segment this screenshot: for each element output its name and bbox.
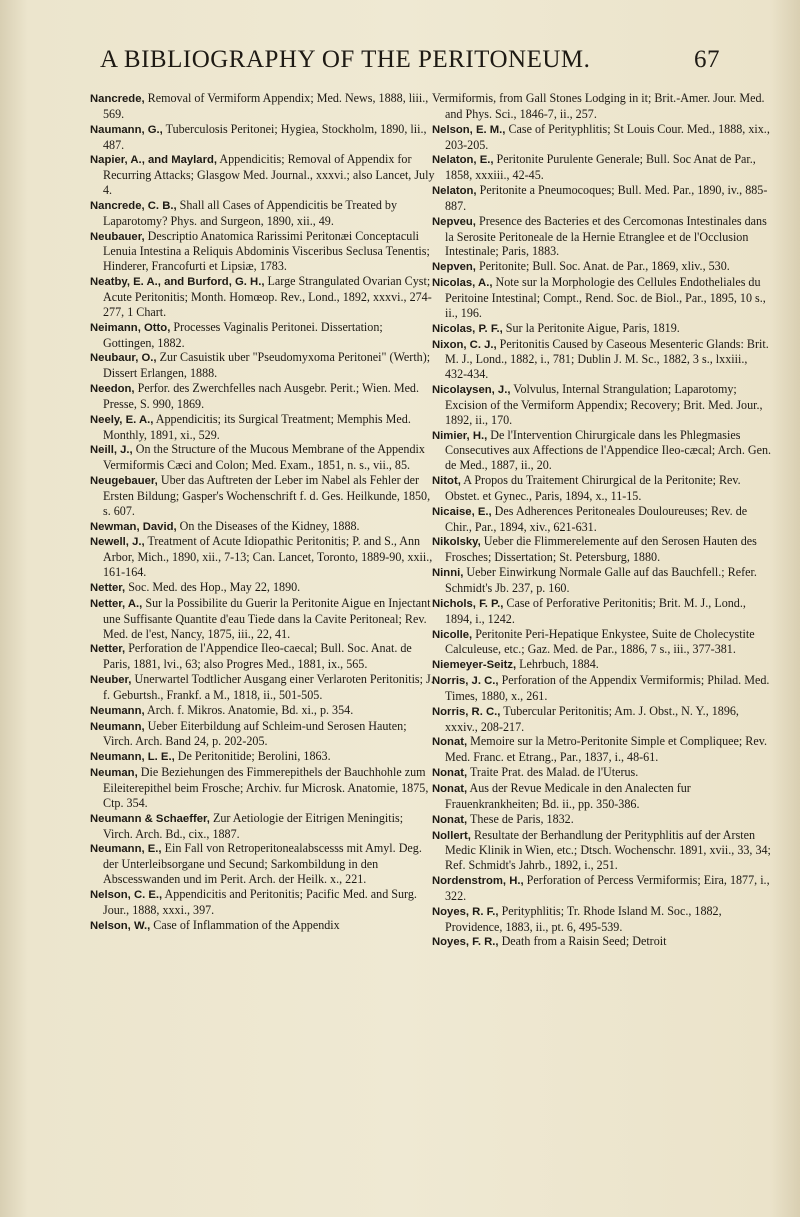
entry-author: Napier, A., and Maylard, — [90, 154, 218, 167]
entry-author: Neatby, E. A., and Burford, G. H., — [90, 276, 265, 289]
entry-author: Nicolas, A., — [432, 277, 493, 290]
bibliography-entry — [90, 320, 435, 351]
entry-author: Neumann, — [90, 720, 145, 733]
entry-author: Neuber, — [90, 674, 132, 687]
entry-author: Newell, J., — [90, 536, 145, 549]
bibliography-entry — [90, 918, 435, 934]
entry-citation: Memoire sur la Metro-Peritonite Simple et Compliquee; Rev. Med. Franc. et Etrang., Par., 1837, i., 48-61. — [445, 734, 767, 765]
entry-citation: Perforation of Percess Vermiformis; Eira, 1877, i., 322. — [445, 873, 770, 903]
bibliography-entry — [432, 765, 772, 781]
bibliography-entry — [90, 811, 435, 842]
entry-citation: Traite Prat. des Malad. de l'Uterus. — [467, 765, 639, 780]
entry-citation: Des Adherences Peritoneales Douloureuses; Rev. de Chir., Par., 1894, xiv., 621-631. — [445, 503, 748, 534]
entry-citation: De Peritonitide; Berolini, 1863. — [174, 749, 331, 764]
entry-citation: Sur la Peritonite Aigue, Paris, 1819. — [502, 320, 680, 335]
entry-author: Neumann, — [90, 704, 145, 717]
entry-author: Nicolaysen, J., — [432, 384, 511, 397]
entry-author: Neumann, L. E., — [90, 751, 175, 764]
entry-citation: Perityphlitis; Tr. Rhode Island M. Soc., 1882, Providence, 1883, ii., pt. 6, 495-539. — [445, 903, 722, 934]
bibliography-entry — [90, 274, 435, 320]
entry-citation: Case of Perityphlitis; St Louis Cour. Med., 1888, xix., 203-205. — [445, 121, 770, 152]
entry-citation: Peritonite a Pneumocoques; Bull. Med. Par., 1890, iv., 885-887. — [445, 183, 768, 213]
entry-author: Nonat, — [432, 767, 468, 780]
entry-citation: Removal of Vermiform Appendix; Med. News, 1888, liii., 569. — [103, 91, 429, 121]
entry-citation: Die Beziehungen des Fimmerepithels der Bauchhohle zum Eileiterepithel beim Frosche; Archiv. fur Microsk. Anatomie, 1875, Ctp. 354. — [103, 765, 429, 810]
entry-citation: Soc. Med. des Hop., May 22, 1890. — [125, 580, 301, 594]
entry-author: Neumann, E., — [90, 843, 162, 856]
bibliography-entry — [90, 887, 435, 918]
page-title: A BIBLIOGRAPHY OF THE PERITONEUM. — [100, 46, 591, 73]
entry-citation: Descriptio Anatomica Rarissimi Peritonæi Conceptaculi Lenuia Intestina a Reliquis Abdominis Visceribus Seclusa Tenentis; Hinderer, Francofurti et Lipsiæ, 1783. — [103, 228, 430, 274]
entry-citation: Zur Casuistik uber "Pseudomyxoma Peritonei" (Werth); Dissert Erlangen, 1888. — [103, 350, 431, 381]
bibliography-entry — [432, 91, 772, 122]
bibliography-entry — [432, 259, 772, 275]
entry-citation: Zur Aetiologie der Eitrigen Meningitis; Virch. Arch. Bd., cix., 1887. — [103, 810, 404, 841]
entry-citation: Treatment of Acute Idiopathic Peritonitis; P. and S., Ann Arbor, Mich., 1890, xii., 7-13; Can. Lancet, Toronto, 1889-90, xxii., 161-164. — [103, 534, 433, 580]
entry-author: Nepveu, — [432, 215, 476, 228]
entry-author: Neugebauer, — [90, 475, 158, 488]
entry-citation: Shall all Cases of Appendicitis be Treated by Laparotomy? Phys. and Surgeon, 1890, xii., 49. — [103, 197, 397, 228]
entry-citation: Peritonitis Caused by Caseous Mesenteric Glands: Brit. M. J., Lond., 1882, i., 781; Dublin J. M. Sc., 1882, 3 s., lxxiii., 432-434. — [445, 336, 769, 382]
entry-citation: Lehrbuch, 1884. — [516, 657, 599, 672]
bibliography-entry — [90, 719, 435, 750]
bibliography-entry — [432, 657, 772, 673]
entry-author: Nepven, — [432, 261, 476, 274]
entry-author: Netter, A., — [90, 597, 143, 610]
bibliography-entry — [90, 672, 435, 703]
entry-author: Norris, J. C., — [432, 675, 499, 688]
entry-citation: De l'Intervention Chirurgicale dans les Phlegmasies Consecutives aux Affections de l'Appendice Ileo-cæcal; Arch. Gen. de Med., 1887, ii., 20. — [445, 427, 772, 473]
entry-citation: Peritonite; Bull. Soc. Anat. de Par., 1869, xliv., 530. — [475, 259, 730, 274]
bibliography-entry — [90, 442, 435, 473]
entry-citation: Peritonite Peri-Hepatique Enkystee, Suite de Cholecystite Calculeuse, etc.; Gaz. Med. de Par., 1886, 7 s., iii., 377-381. — [445, 626, 755, 657]
entry-author: Netter, — [90, 643, 126, 656]
bibliography-entry — [90, 152, 435, 198]
entry-author: Nonat, — [432, 736, 468, 749]
entry-citation: Perforation de l'Appendice Ileo-caecal; Bull. Soc. Anat. de Paris, 1881, lvi., 63; also Progres Med., 1881, ix., 565. — [103, 641, 412, 672]
bibliography-entry — [432, 627, 772, 658]
bibliography-entry — [90, 534, 435, 580]
entry-author: Norris, R. C., — [432, 705, 501, 718]
bibliography-entry — [432, 904, 772, 935]
entry-author: Nelaton, — [432, 185, 477, 198]
bibliography-entry — [432, 673, 772, 704]
entry-author: Nonat, — [432, 782, 468, 795]
left-column — [90, 91, 435, 933]
bibliography-entry — [90, 765, 435, 811]
entry-author: Nikolsky, — [432, 536, 481, 549]
entry-citation: Case of Inflammation of the Appendix — [150, 917, 340, 932]
bibliography-entry — [90, 641, 435, 672]
entry-author: Neuman, — [90, 767, 138, 780]
bibliography-entry — [432, 473, 772, 504]
bibliography-entry — [90, 580, 435, 596]
entry-citation: Appendicitis; Removal of Appendix for Recurring Attacks; Glasgow Med. Journal., xxxvi.; also Lancet, July 4. — [103, 152, 435, 198]
entry-citation: Appendicitis and Peritonitis; Pacific Med. and Surg. Jour., 1888, xxxi., 397. — [103, 886, 417, 917]
bibliography-entry — [90, 749, 435, 765]
entry-author: Nancrede, C. B., — [90, 199, 177, 212]
bibliography-entry — [90, 381, 435, 412]
entry-author: Newman, David, — [90, 520, 177, 533]
entry-author: Noyes, R. F., — [432, 905, 499, 918]
entry-citation: Arch. f. Mikros. Anatomie, Bd. xi., p. 354. — [144, 702, 354, 717]
bibliography-entry — [90, 122, 435, 153]
entry-citation: Perforation of the Appendix Vermiformis; Philad. Med. Times, 1880, x., 261. — [445, 673, 770, 703]
entry-author: Neubaur, O., — [90, 352, 157, 365]
entry-author: Nollert, — [432, 829, 471, 842]
bibliography-entry — [432, 934, 772, 950]
bibliography-entry — [90, 229, 435, 275]
entry-author: Nichols, F. P., — [432, 597, 504, 610]
entry-citation: Aus der Revue Medicale in den Analecten fur Frauenkrankheiten; Bd. ii., pp. 350-386. — [445, 780, 691, 811]
bibliography-entry — [432, 428, 772, 474]
entry-citation: Large Strangulated Ovarian Cyst; Acute Peritonitis; Month. Homœop. Rev., Lond., 1892, xxxvi., 274-277, 1 Chart. — [103, 274, 432, 319]
bibliography-entry — [90, 703, 435, 719]
bibliography-entry — [432, 382, 772, 428]
entry-citation: Unerwartel Todtlicher Ausgang einer Verlaroten Peritonitis; J. f. Geburtsh., Frankf. a M., 1818, ii., 501-505. — [103, 672, 434, 702]
entry-citation: Sur la Possibilite du Guerir la Peritonite Aigue en Injectant une Suffisante Quantite d'eau Tiede dans la Cavite Peritoneal; Rev. Med. de l'est, Nancy, 1875, iii., 22, 41. — [103, 595, 431, 641]
bibliography-entry — [90, 198, 435, 229]
entry-author: Noyes, F. R., — [432, 936, 499, 949]
entry-author: Nelaton, E., — [432, 154, 494, 167]
entry-author: Neumann & Schaeffer, — [90, 812, 210, 825]
bibliography-entry — [432, 781, 772, 812]
entry-citation: A Propos du Traitement Chirurgical de la Peritonite; Rev. Obstet. et Gynec., Paris, 1894, x., 11-15. — [445, 473, 741, 503]
entry-author: Nelson, E. M., — [432, 123, 506, 136]
entry-author: Nonat, — [432, 813, 468, 826]
entry-author: Nelson, W., — [90, 919, 151, 932]
entry-citation: Ueber die Flimmerelemente auf den Serosen Hauten des Frosches; Dissertation; St. Petersburg, 1880. — [445, 534, 757, 565]
entry-citation: Appendicitis; its Surgical Treatment; Memphis Med. Monthly, 1891, xi., 529. — [103, 411, 411, 442]
entry-citation: On the Diseases of the Kidney, 1888. — [176, 518, 360, 533]
bibliography-entry — [432, 275, 772, 321]
entry-author: Nelson, C. E., — [90, 888, 163, 901]
entry-author: Nicolle, — [432, 628, 473, 641]
bibliography-entry — [432, 873, 772, 904]
entry-author: Nitot, — [432, 475, 461, 488]
bibliography-entry — [432, 214, 772, 260]
entry-author: Neubauer, — [90, 230, 145, 243]
entry-citation: Processes Vaginalis Peritonei. Dissertation; Gottingen, 1882. — [103, 319, 383, 350]
bibliography-entry — [90, 350, 435, 381]
entry-citation: Case of Perforative Peritonitis; Brit. M. J., Lond., 1894, i., 1242. — [445, 595, 746, 626]
entry-author: Naumann, G., — [90, 123, 163, 136]
bibliography-entry — [432, 734, 772, 765]
bibliography-entry — [90, 519, 435, 535]
running-header — [100, 46, 720, 74]
entry-citation: Ueber Einwirkung Normale Galle auf das Bauchfell.; Refer. Schmidt's Jb. 237, p. 160. — [445, 565, 757, 595]
right-column — [432, 91, 772, 950]
bibliography-entry — [432, 565, 772, 596]
entry-citation: These de Paris, 1832. — [467, 811, 574, 826]
bibliography-entry — [432, 828, 772, 874]
bibliography-entry — [432, 152, 772, 183]
entry-author: Nicaise, E., — [432, 505, 492, 518]
entry-author: Niemeyer-Seitz, — [432, 659, 517, 672]
bibliography-entry — [90, 473, 435, 519]
bibliography-entry — [432, 704, 772, 735]
page-number: 67 — [694, 46, 720, 73]
entry-citation: Presence des Bacteries et des Cercomonas Intestinales dans la Serosite Peritoneale de la Hernie Etranglee et de l'Occlusion Intestinale; Paris, 1883. — [445, 213, 767, 259]
bibliography-entry — [432, 337, 772, 383]
entry-citation: Peritonite Purulente Generale; Bull. Soc Anat de Par., 1858, xxxiii., 42-45. — [445, 152, 756, 183]
entry-author: Neimann, Otto, — [90, 321, 171, 334]
bibliography-entry — [432, 122, 772, 153]
entry-citation: Note sur la Morphologie des Cellules Endotheliales du Peritoine Intestinal; Compt., Rend. Soc. de Biol., Par., 1895, 10 s., ii., 196. — [445, 275, 766, 320]
entry-author: Netter, — [90, 582, 126, 594]
bibliography-entry — [90, 91, 435, 122]
bibliography-entry — [432, 504, 772, 535]
bibliography-entry — [90, 841, 435, 887]
bibliography-entry — [90, 412, 435, 443]
bibliography-entry — [90, 596, 435, 642]
entry-author: Neill, J., — [90, 444, 133, 457]
entry-citation: Ein Fall von Retroperitonealabscesss mit Amyl. Deg. der Unterleibsorgane und Secund; Sarkombildung in den Abscesswanden und im Perit. Arch. der Heilk. x., 221. — [103, 841, 422, 887]
entry-citation: On the Structure of the Mucous Membrane of the Appendix Vermiformis Cæci and Colon; Med. Exam., 1851, n. s., vii., 85. — [103, 442, 425, 473]
entry-citation: Tubercular Peritonitis; Am. J. Obst., N. Y., 1896, xxxiv., 208-217. — [445, 703, 739, 734]
entry-citation: Tuberculosis Peritonei; Hygiea, Stockholm, 1890, lii., 487. — [103, 121, 427, 152]
bibliography-entry — [432, 534, 772, 565]
entry-author: Neely, E. A., — [90, 413, 154, 426]
entry-author: Nordenstrom, H., — [432, 875, 524, 888]
bibliography-entry — [432, 812, 772, 828]
entry-author: Nicolas, P. F., — [432, 322, 503, 335]
entry-author: Nancrede, — [90, 93, 145, 105]
entry-author: Ninni, — [432, 567, 464, 580]
entry-author: Needon, — [90, 383, 135, 396]
entry-author: Nimier, H., — [432, 429, 488, 442]
entry-citation: Vermiformis, from Gall Stones Lodging in it; Brit.-Amer. Jour. Med. and Phys. Sci., 1846-7, ii., 257. — [432, 91, 765, 121]
entry-citation: Perfor. des Zwerchfelles nach Ausgebr. Perit.; Wien. Med. Presse, S. 990, 1869. — [103, 381, 420, 411]
bibliography-entry — [432, 596, 772, 627]
entry-author: Nixon, C. J., — [432, 338, 497, 351]
entry-citation: Volvulus, Internal Strangulation; Laparotomy; Excision of the Vermiform Appendix; Recovery; Brit. Med. Jour., 1892, ii., 170. — [445, 382, 763, 427]
entry-citation: Uber das Auftreten der Leber im Nabel als Fehler der Ersten Bildung; Gasper's Wochenschrift f. d. Ges. Heilkunde, 1850, s. 607. — [103, 473, 431, 518]
bibliography-entry — [432, 183, 772, 214]
entry-citation: Resultate der Berhandlung der Perityphlitis auf der Arsten Medic Klinik in Wien, etc.; Dtsch. Wochenschr. 1891, xvii., 33, 34; Ref. Schmidt's Jahrb., 1892, i., 251. — [445, 827, 771, 873]
entry-citation: Ueber Eiterbildung auf Schleim-und Serosen Hauten; Virch. Arch. Band 24, p. 202-205. — [103, 718, 407, 749]
bibliography-entry — [432, 321, 772, 337]
entry-citation: Death from a Raisin Seed; Detroit — [498, 934, 667, 949]
